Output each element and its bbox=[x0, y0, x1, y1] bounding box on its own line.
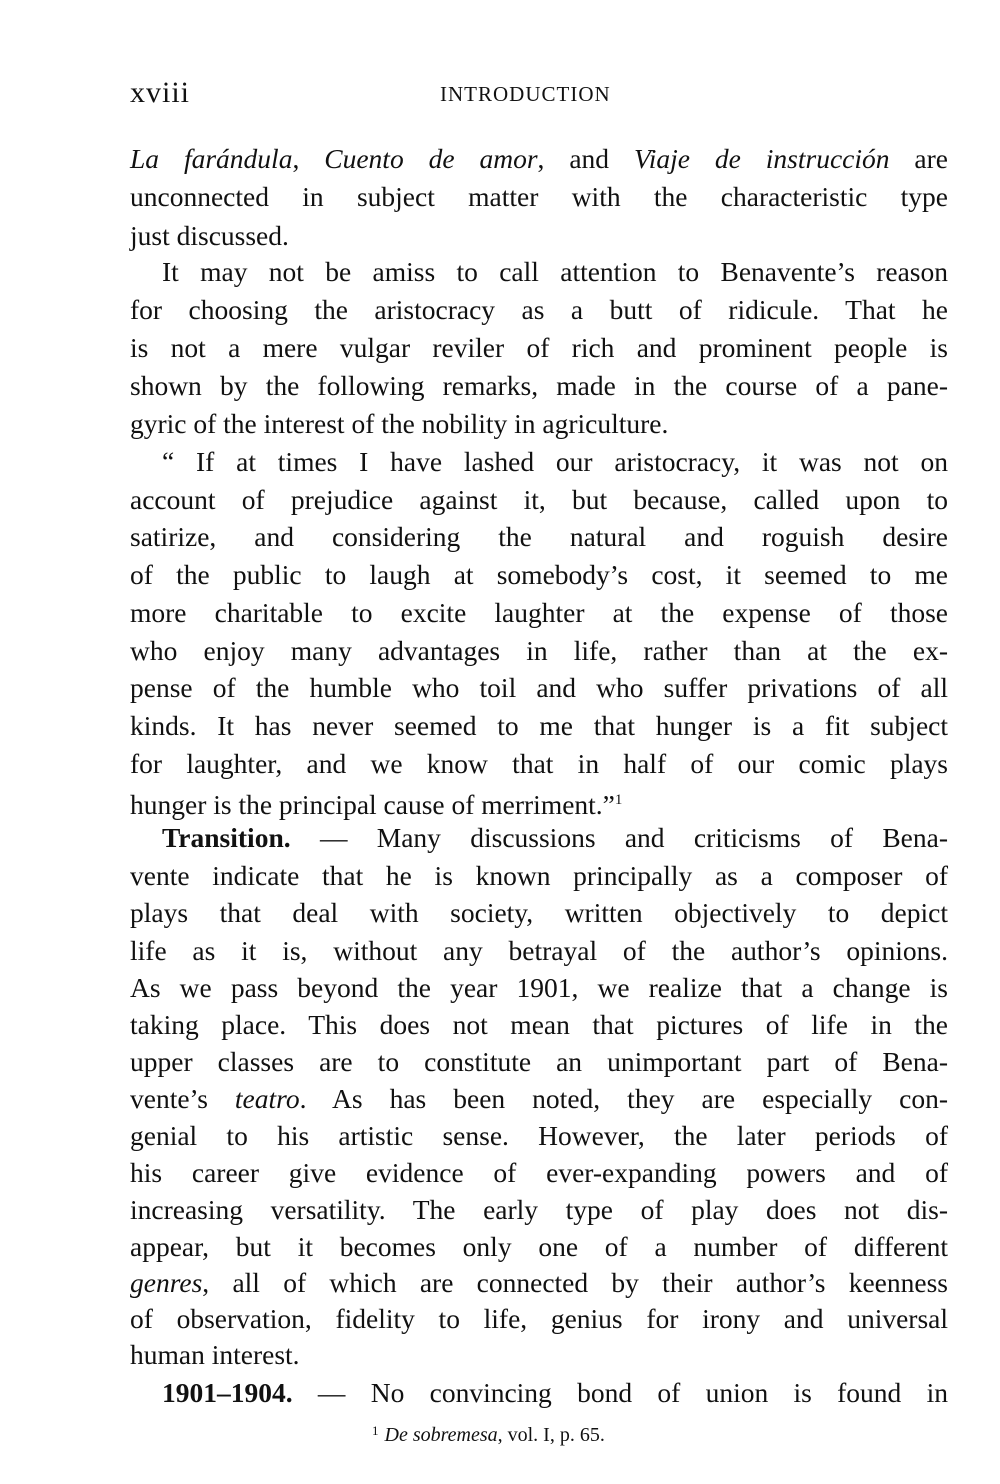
italic-text: Viaje de instrucción bbox=[633, 143, 890, 174]
text-line bbox=[130, 1006, 948, 1043]
section-title: INTRODUCTION bbox=[440, 82, 611, 106]
text-line bbox=[130, 894, 948, 931]
text-run: life as it is, without any betrayal of the author’s opinions. bbox=[130, 935, 948, 966]
text-line bbox=[130, 782, 948, 819]
text-run: just discussed. bbox=[130, 220, 289, 251]
text-line bbox=[130, 329, 948, 366]
text-run: is not a mere vulgar reviler of rich and prominent people is bbox=[130, 332, 948, 363]
text-run: , all of which are connected by their author’s keenness bbox=[202, 1267, 948, 1298]
text-run: upper classes are to constitute an unimportant part of Bena- bbox=[130, 1046, 948, 1077]
text-run: pense of the humble who toil and who suffer privations of all bbox=[130, 672, 948, 703]
text-line bbox=[130, 178, 948, 215]
page-number: xviii bbox=[130, 76, 191, 109]
italic-text: La farándula bbox=[130, 143, 293, 174]
text-run: more charitable to excite laughter at the expense of those bbox=[130, 597, 948, 628]
text-line bbox=[130, 1154, 948, 1191]
text-line bbox=[162, 443, 948, 480]
text-run: genial to his artistic sense. However, the later periods of bbox=[130, 1120, 948, 1151]
text-line bbox=[162, 819, 948, 856]
text-run: plays that deal with society, written objectively to depict bbox=[130, 897, 948, 928]
text-run: , and bbox=[537, 143, 634, 174]
text-line bbox=[130, 518, 948, 555]
text-line bbox=[130, 707, 948, 744]
text-line bbox=[162, 253, 948, 290]
text-line bbox=[130, 1191, 948, 1228]
footnote-citation: , vol. I, p. 65. bbox=[497, 1424, 605, 1446]
text-run: kinds. It has never seemed to me that hunger is a fit subject bbox=[130, 710, 948, 741]
text-line bbox=[130, 140, 948, 177]
text-run: for choosing the aristocracy as a butt of ridicule. That he bbox=[130, 294, 948, 325]
text-run: “ If at times I have lashed our aristocracy, it was not on bbox=[162, 446, 948, 477]
text-run: , bbox=[292, 143, 325, 174]
text-run: of observation, fidelity to life, genius for irony and universal bbox=[130, 1303, 948, 1334]
text-run: appear, but it becomes only one of a number of different bbox=[130, 1231, 948, 1262]
text-line bbox=[130, 556, 948, 593]
text-line bbox=[130, 932, 948, 969]
text-line bbox=[130, 745, 948, 782]
text-run: It may not be amiss to call attention to Benavente’s reason bbox=[162, 256, 948, 287]
text-line bbox=[130, 1264, 948, 1301]
italic-text: genres bbox=[130, 1267, 203, 1298]
text-line bbox=[130, 1228, 948, 1265]
running-head bbox=[130, 76, 950, 112]
text-line bbox=[130, 969, 948, 1006]
text-line bbox=[130, 632, 948, 669]
text-line bbox=[130, 1300, 948, 1337]
text-line bbox=[130, 1336, 948, 1373]
italic-text: Cuento de amor bbox=[324, 143, 538, 174]
text-run: unconnected in subject matter with the characteristic type bbox=[130, 181, 948, 212]
bold-run-in-heading: Transition. bbox=[162, 822, 291, 853]
text-run: human interest. bbox=[130, 1339, 300, 1370]
text-line bbox=[130, 291, 948, 328]
footnote-marker: 1 bbox=[372, 1423, 379, 1438]
text-line bbox=[130, 1043, 948, 1080]
text-run: shown by the following remarks, made in the course of a pane- bbox=[130, 370, 948, 401]
text-run: of the public to laugh at somebody’s cost, it seemed to me bbox=[130, 559, 948, 590]
text-line bbox=[162, 1374, 948, 1411]
italic-text: teatro bbox=[234, 1083, 300, 1114]
text-run: for laughter, and we know that in half of our comic plays bbox=[130, 748, 948, 779]
text-line bbox=[130, 857, 948, 894]
text-line bbox=[130, 1080, 948, 1117]
text-line bbox=[130, 367, 948, 404]
text-line bbox=[130, 594, 948, 631]
footnote-reference: 1 bbox=[614, 792, 623, 808]
text-run: are bbox=[889, 143, 948, 174]
text-run: — Many discussions and criticisms of Bena- bbox=[290, 822, 948, 853]
text-run: hunger is the principal cause of merriment.” bbox=[130, 789, 615, 820]
text-run: satirize, and considering the natural and roguish desire bbox=[130, 521, 948, 552]
text-run: vente indicate that he is known principally as a composer of bbox=[130, 860, 948, 891]
text-run: gyric of the interest of the nobility in agriculture. bbox=[130, 408, 669, 439]
text-line bbox=[130, 1117, 948, 1154]
text-run: taking place. This does not mean that pictures of life in the bbox=[130, 1009, 948, 1040]
text-run: As we pass beyond the year 1901, we realize that a change is bbox=[130, 972, 948, 1003]
text-line bbox=[130, 217, 948, 254]
text-run: who enjoy many advantages in life, rather than at the ex- bbox=[130, 635, 948, 666]
bold-run-in-heading: 1901–1904. bbox=[162, 1377, 293, 1408]
text-run: . As has been noted, they are especially con- bbox=[299, 1083, 948, 1114]
footnote-source-title: De sobremesa bbox=[384, 1424, 498, 1446]
text-run: — No convincing bond of union is found in bbox=[292, 1377, 948, 1408]
text-run: increasing versatility. The early type of play does not dis- bbox=[130, 1194, 948, 1225]
text-run: vente’s bbox=[130, 1083, 235, 1114]
text-run: his career give evidence of ever-expanding powers and of bbox=[130, 1157, 948, 1188]
text-line bbox=[130, 405, 948, 442]
text-run: account of prejudice against it, but because, called upon to bbox=[130, 484, 948, 515]
text-line bbox=[130, 481, 948, 518]
text-line bbox=[130, 669, 948, 706]
footnote bbox=[372, 1418, 605, 1448]
